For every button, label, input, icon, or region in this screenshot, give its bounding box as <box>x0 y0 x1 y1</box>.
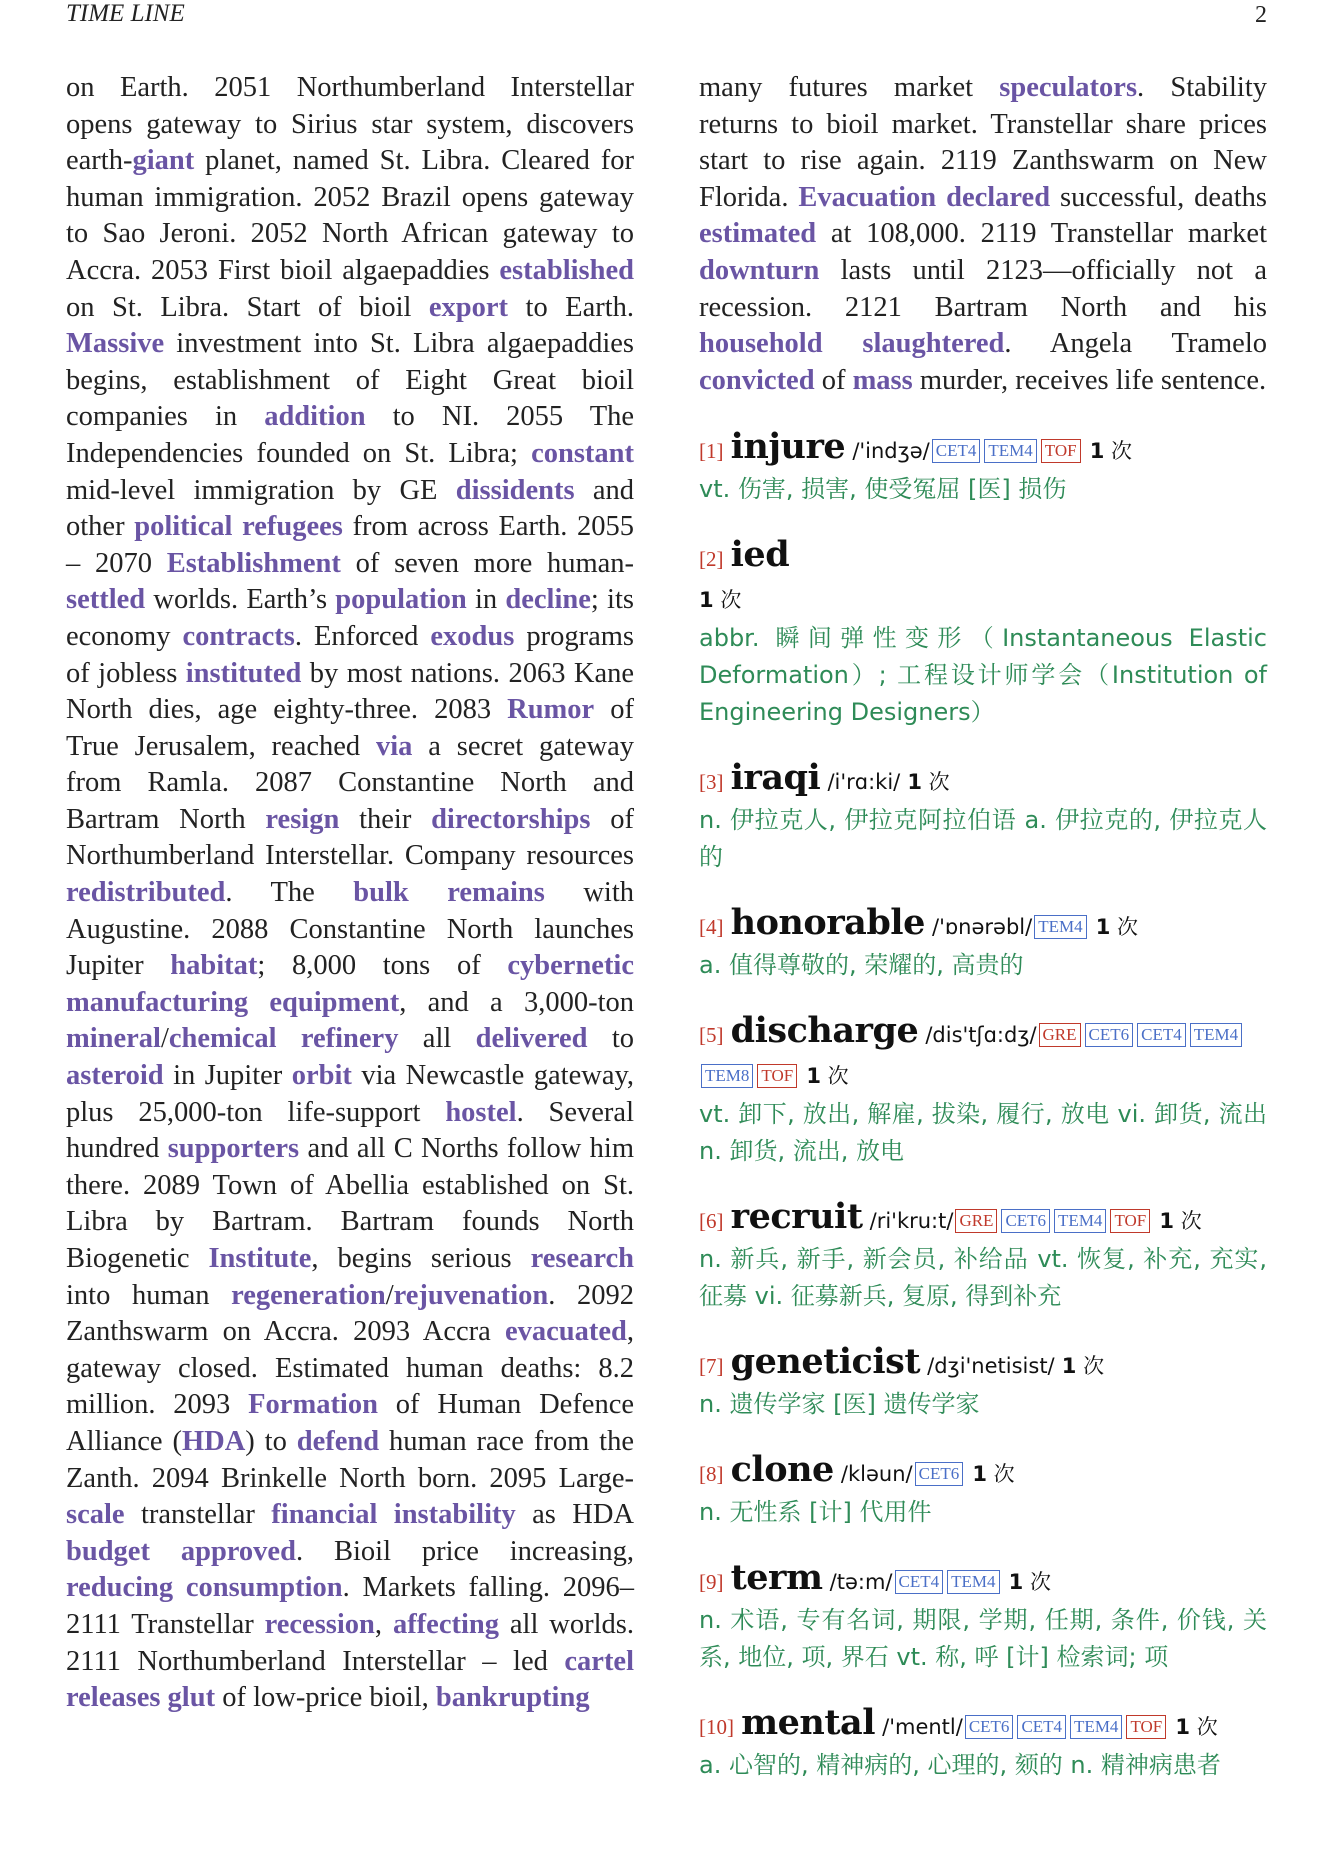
text-segment: many futures market <box>699 72 1000 103</box>
highlighted-vocab-word: budget approved <box>66 1535 296 1567</box>
definition: n. 遗传学家 [医] 遗传学家 <box>699 1390 980 1419</box>
phonetic: /tə:m/ <box>829 1570 893 1595</box>
definition: n. 术语, 专有名词, 期限, 学期, 任期, 条件, 价钱, 关系, 地位, 项, 界石 vt. 称, 呼 [计] 检索词; 项 <box>699 1606 1267 1672</box>
definition: n. 伊拉克人, 伊拉克阿拉伯语 a. 伊拉克的, 伊拉克人的 <box>699 806 1267 872</box>
count-unit: 次 <box>720 588 742 613</box>
text-segment: in Jupiter <box>163 1060 292 1092</box>
text-segment: into human <box>66 1279 232 1311</box>
highlighted-vocab-word: estimated <box>699 218 817 250</box>
text-segment: , gateway closed. Estimated human deaths: 8.2 million. 2093 <box>66 1316 634 1421</box>
text-segment: and other <box>66 474 634 543</box>
highlighted-vocab-word: political refugees <box>134 511 343 543</box>
highlighted-vocab-word: cartel <box>564 1645 634 1677</box>
highlighted-vocab-word: redistributed <box>66 877 226 909</box>
timeline-continuation <box>699 70 1267 399</box>
definition: vt. 伤害, 损害, 使受冤屈 [医] 损伤 <box>699 475 1067 504</box>
highlighted-vocab-word: household slaughtered <box>699 328 1005 360</box>
text-segment: their <box>339 803 432 835</box>
highlighted-vocab-word: Establishment <box>166 547 341 579</box>
text-segment: to Earth. <box>508 291 635 323</box>
exam-tag: GRE <box>1039 1023 1081 1047</box>
text-segment: at 108,000. 2119 Transtellar market <box>816 218 1267 250</box>
vocab-entry <box>699 1450 1267 1531</box>
entry-number: [5] <box>699 1023 724 1048</box>
text-segment: via Newcastle gateway, plus 25,000-ton life-support <box>66 1060 634 1128</box>
exam-tag: TEM4 <box>947 1570 999 1594</box>
text-segment: . Angela Tramelo <box>1004 328 1267 360</box>
highlighted-vocab-word: scale <box>66 1499 125 1531</box>
exam-tag: CET4 <box>1137 1023 1186 1047</box>
occurrence-count <box>1096 915 1138 939</box>
entry-number: [6] <box>699 1209 724 1234</box>
text-segment: as HDA <box>515 1499 634 1531</box>
text-segment: ; its economy <box>66 584 634 652</box>
highlighted-vocab-word: convicted <box>699 364 815 396</box>
text-segment: of Northumberland Interstellar. Company resources <box>66 803 634 872</box>
text-segment: / <box>385 1279 394 1311</box>
text-segment: of Human Defence Alliance ( <box>66 1389 635 1457</box>
text-segment: programs of jobless <box>66 620 634 689</box>
exam-tag: TOF <box>1126 1715 1166 1739</box>
vocab-entry <box>699 1703 1267 1784</box>
vocab-entry <box>699 1197 1267 1315</box>
text-segment: investment into St. Libra algaepaddies begins, establishment of Eight Great bioil companies in <box>66 328 634 433</box>
text-segment: in <box>466 584 506 616</box>
headword: discharge <box>730 1010 919 1052</box>
exam-tag: CET6 <box>1001 1209 1050 1233</box>
text-segment: from across Earth. 2055 – 2070 <box>66 511 634 579</box>
vocab-entry <box>699 1011 1267 1170</box>
highlighted-vocab-word: affecting <box>392 1608 499 1640</box>
highlighted-vocab-word: bulk remains <box>353 877 545 909</box>
vocab-headline <box>699 758 1267 802</box>
highlighted-vocab-word: research <box>530 1243 634 1274</box>
text-segment: mid-level immigration by GE <box>66 474 456 506</box>
count-number: 1 <box>699 588 714 613</box>
exam-tag: TOF <box>1110 1209 1150 1233</box>
highlighted-vocab-word: speculators <box>999 72 1138 103</box>
occurrence-count <box>1090 439 1132 463</box>
count-unit: 次 <box>993 1462 1015 1487</box>
vocab-entry <box>699 535 1267 731</box>
running-header: TIME LINE <box>66 0 185 27</box>
page-number: 2 <box>1255 2 1267 28</box>
timeline-left-column <box>66 70 634 1717</box>
text-segment: ) to <box>245 1425 297 1457</box>
text-segment: . 2092 Zanthswarm on Accra. 2093 Accra <box>66 1279 635 1348</box>
highlighted-vocab-word: reducing consumption <box>66 1572 343 1604</box>
text-segment: of True Jerusalem, reached <box>66 694 634 762</box>
definition: n. 无性系 [计] 代用件 <box>699 1498 932 1527</box>
vocab-headline <box>699 427 1267 471</box>
definition: vt. 卸下, 放出, 解雇, 拔染, 履行, 放电 vi. 卸货, 流出 n. 卸货, 流出, 放电 <box>699 1100 1267 1166</box>
text-segment: . The <box>225 877 354 909</box>
text-segment: , <box>374 1608 393 1640</box>
text-segment: all <box>398 1023 476 1055</box>
definition: a. 值得尊敬的, 荣耀的, 高贵的 <box>699 951 1024 980</box>
highlighted-vocab-word: releases glut <box>66 1682 216 1714</box>
occurrence-count <box>1159 1209 1201 1233</box>
count-unit: 次 <box>1029 1570 1051 1595</box>
highlighted-vocab-word: chemical refinery <box>168 1023 399 1055</box>
headword: mental <box>741 1702 876 1744</box>
highlighted-vocab-word: delivered <box>475 1023 588 1055</box>
highlighted-vocab-word: exodus <box>430 620 515 652</box>
exam-tag: TEM4 <box>1070 1715 1122 1739</box>
highlighted-vocab-word: downturn <box>699 254 820 286</box>
phonetic: /'indʒə/ <box>852 439 930 464</box>
entry-number: [8] <box>699 1462 724 1487</box>
text-segment: / <box>160 1023 169 1055</box>
highlighted-vocab-word: regeneration <box>231 1279 386 1311</box>
highlighted-vocab-word: addition <box>264 401 366 433</box>
vocab-headline <box>699 1703 1267 1747</box>
phonetic: /dis'tʃɑ:dʒ/ <box>925 1023 1037 1048</box>
exam-tag: TEM8 <box>701 1064 753 1088</box>
text-segment: all worlds. 2111 Northumberland Interstellar – led <box>66 1608 634 1677</box>
highlighted-vocab-word: dissidents <box>455 474 575 506</box>
phonetic: /kləun/ <box>840 1462 913 1487</box>
count-number: 1 <box>806 1064 821 1089</box>
highlighted-vocab-word: cybernetic manufacturing equipment <box>66 950 634 1018</box>
highlighted-vocab-word: mass <box>852 364 913 396</box>
occurrence-count <box>907 770 949 794</box>
highlighted-vocab-word: orbit <box>291 1060 352 1092</box>
headword: iraqi <box>730 757 821 799</box>
highlighted-vocab-word: established <box>499 254 634 286</box>
entry-number: [9] <box>699 1570 724 1595</box>
text-segment: human race from the Zanth. 2094 Brinkelle North born. 2095 Large- <box>66 1425 634 1494</box>
phonetic: /ri'kru:t/ <box>869 1209 954 1234</box>
timeline-right-column <box>699 70 1267 1811</box>
highlighted-vocab-word: Institute <box>208 1243 312 1274</box>
highlighted-vocab-word: instituted <box>185 657 302 689</box>
text-segment: with Augustine. 2088 Constantine North launches Jupiter <box>66 877 635 982</box>
exam-tag: CET6 <box>915 1462 964 1486</box>
entry-number: [3] <box>699 770 724 795</box>
exam-tag: CET6 <box>965 1715 1014 1739</box>
vocab-headline <box>699 535 1267 579</box>
entry-number: [1] <box>699 439 724 464</box>
exam-tag: TEM4 <box>984 439 1036 463</box>
count-unit: 次 <box>928 770 950 795</box>
exam-tag: CET4 <box>1017 1715 1066 1739</box>
highlighted-vocab-word: decline <box>505 584 591 616</box>
count-unit: 次 <box>1083 1354 1105 1379</box>
definition: abbr. 瞬间弹性变形（Instantaneous Elastic Deformation）; 工程设计师学会（Institution of Engineering Designers） <box>699 624 1267 727</box>
text-segment: of low-price bioil, <box>215 1682 436 1714</box>
exam-tag: TEM4 <box>1034 915 1086 939</box>
text-segment: to NI. 2055 The Independencies founded on St. Libra; <box>66 401 634 469</box>
text-segment: by most nations. 2063 Kane North dies, age eighty-three. 2083 <box>66 657 634 726</box>
exam-tag: TOF <box>757 1064 797 1088</box>
vocab-headline <box>699 1558 1267 1602</box>
count-unit: 次 <box>1111 439 1133 464</box>
highlighted-vocab-word: settled <box>66 584 146 616</box>
text-segment: a secret gateway from Ramla. 2087 Constantine North and Bartram North <box>66 730 634 835</box>
text-segment: successful, deaths <box>1050 181 1267 213</box>
exam-tag: TEM4 <box>1190 1023 1242 1047</box>
headword: injure <box>730 426 846 468</box>
vocab-headline <box>699 903 1267 947</box>
exam-tag: GRE <box>955 1209 997 1233</box>
text-segment: and all C Norths follow him there. 2089 Town of Abellia established on St. Libra by Bartram. Bartram founds North Biogenetic <box>66 1133 634 1274</box>
text-segment: , and a 3,000-ton <box>399 986 634 1018</box>
headword: term <box>730 1557 823 1599</box>
text-segment: planet, named St. Libra. Cleared for human immigration. 2052 Brazil opens gateway to Sao Jeroni. 2052 North African gateway to Accra. 2053 First bioil algaepaddies <box>66 145 634 286</box>
highlighted-vocab-word: Rumor <box>507 694 595 726</box>
count-number: 1 <box>1008 1570 1024 1595</box>
text-segment: to <box>587 1023 634 1055</box>
highlighted-vocab-word: HDA <box>181 1425 246 1457</box>
exam-tag: TEM4 <box>1054 1209 1106 1233</box>
vocab-entry <box>699 903 1267 984</box>
text-segment: . Enforced <box>294 620 431 652</box>
text-segment: murder, receives life sentence. <box>912 364 1267 396</box>
count-unit: 次 <box>827 1064 849 1089</box>
text-segment: on Earth. 2051 Northumberland Interstellar opens gateway to Sirius star system, discovers earth- <box>66 72 634 177</box>
definition: n. 新兵, 新手, 新会员, 补给品 vt. 恢复, 补充, 充实, 征募 vi. 征募新兵, 复原, 得到补充 <box>699 1245 1267 1311</box>
headword: ied <box>730 534 790 576</box>
headword: geneticist <box>730 1341 921 1383</box>
count-number: 1 <box>1175 1715 1190 1740</box>
highlighted-vocab-word: directorships <box>431 803 591 835</box>
highlighted-vocab-word: rejuvenation <box>393 1279 549 1311</box>
count-number: 1 <box>1159 1209 1174 1234</box>
definition: a. 心智的, 精神病的, 心理的, 颏的 n. 精神病患者 <box>699 1751 1221 1780</box>
entry-number: [7] <box>699 1354 724 1379</box>
text-segment: of seven more human- <box>340 547 635 579</box>
vocab-entry <box>699 1342 1267 1423</box>
headword: recruit <box>730 1196 863 1238</box>
highlighted-vocab-word: contracts <box>182 620 295 652</box>
exam-tag: TOF <box>1041 439 1081 463</box>
exam-tag: CET6 <box>1085 1023 1134 1047</box>
text-segment: transtellar <box>124 1499 272 1531</box>
vocab-headline <box>699 1450 1267 1494</box>
highlighted-vocab-word: Massive <box>66 328 165 360</box>
highlighted-vocab-word: habitat <box>170 950 258 982</box>
vocab-entry <box>699 758 1267 876</box>
occurrence-count <box>972 1462 1014 1486</box>
phonetic: /'ɒnərəbl/ <box>932 915 1033 940</box>
highlighted-vocab-word: export <box>428 291 509 323</box>
highlighted-vocab-word: supporters <box>167 1133 300 1165</box>
headword: clone <box>730 1449 834 1491</box>
count-number: 1 <box>907 770 922 795</box>
highlighted-vocab-word: resign <box>265 803 340 835</box>
highlighted-vocab-word: hostel <box>445 1096 517 1128</box>
occurrence-count <box>1062 1354 1104 1378</box>
vocab-entry <box>699 427 1267 508</box>
occurrence-count <box>1009 1570 1051 1594</box>
phonetic: /dʒi'netisist/ <box>927 1354 1055 1379</box>
vocab-headline <box>699 1197 1267 1241</box>
highlighted-vocab-word: bankrupting <box>435 1682 590 1714</box>
entry-number: [4] <box>699 915 724 940</box>
text-segment: . Several hundred <box>66 1096 634 1165</box>
phonetic: /'mentl/ <box>882 1715 963 1740</box>
occurrence-count <box>1175 1715 1217 1739</box>
exam-tag: CET4 <box>932 439 981 463</box>
text-segment: on St. Libra. Start of bioil <box>66 291 429 323</box>
highlighted-vocab-word: financial instability <box>271 1499 516 1531</box>
highlighted-vocab-word: recession <box>264 1608 375 1640</box>
text-segment: . Stability returns to bioil market. Transtellar share prices start to rise again. 2119 Zanthswarm on New Florida. <box>699 72 1267 213</box>
highlighted-vocab-word: Evacuation declared <box>798 181 1051 213</box>
text-segment: worlds. Earth’s <box>145 584 336 616</box>
headword: honorable <box>730 902 925 944</box>
count-line <box>699 579 1267 620</box>
highlighted-vocab-word: constant <box>531 437 634 469</box>
highlighted-vocab-word: defend <box>296 1425 380 1457</box>
highlighted-vocab-word: giant <box>132 145 195 177</box>
highlighted-vocab-word: mineral <box>66 1023 161 1055</box>
highlighted-vocab-word: evacuated <box>504 1316 627 1348</box>
occurrence-count <box>806 1064 848 1088</box>
vocab-headline <box>699 1011 1267 1096</box>
vocab-headline <box>699 1342 1267 1386</box>
count-number: 1 <box>1095 915 1111 940</box>
highlighted-vocab-word: asteroid <box>66 1060 164 1092</box>
text-segment: ; 8,000 tons of <box>257 950 508 982</box>
exam-tag: CET4 <box>895 1570 944 1594</box>
text-segment: of <box>814 364 853 396</box>
text-segment: lasts until 2123—officially not a recession. 2121 Bartram North and his <box>699 254 1267 323</box>
text-segment: , begins serious <box>311 1243 531 1274</box>
highlighted-vocab-word: via <box>376 730 413 762</box>
phonetic: /i'rɑ:ki/ <box>827 770 901 795</box>
count-number: 1 <box>1089 439 1105 464</box>
occurrence-count <box>699 588 741 612</box>
highlighted-vocab-word: population <box>335 584 467 616</box>
text-segment: . Bioil price increasing, <box>295 1535 634 1567</box>
entry-number: [10] <box>699 1715 734 1740</box>
count-number: 1 <box>972 1462 987 1487</box>
vocabulary-list <box>699 427 1267 1784</box>
text-segment: . Markets falling. 2096–2111 Transtellar <box>66 1572 634 1640</box>
highlighted-vocab-word: Formation <box>248 1389 378 1421</box>
count-unit: 次 <box>1117 915 1139 940</box>
count-number: 1 <box>1061 1354 1077 1379</box>
count-unit: 次 <box>1180 1209 1202 1234</box>
vocab-entry <box>699 1558 1267 1676</box>
count-unit: 次 <box>1196 1715 1218 1740</box>
entry-number: [2] <box>699 547 724 572</box>
